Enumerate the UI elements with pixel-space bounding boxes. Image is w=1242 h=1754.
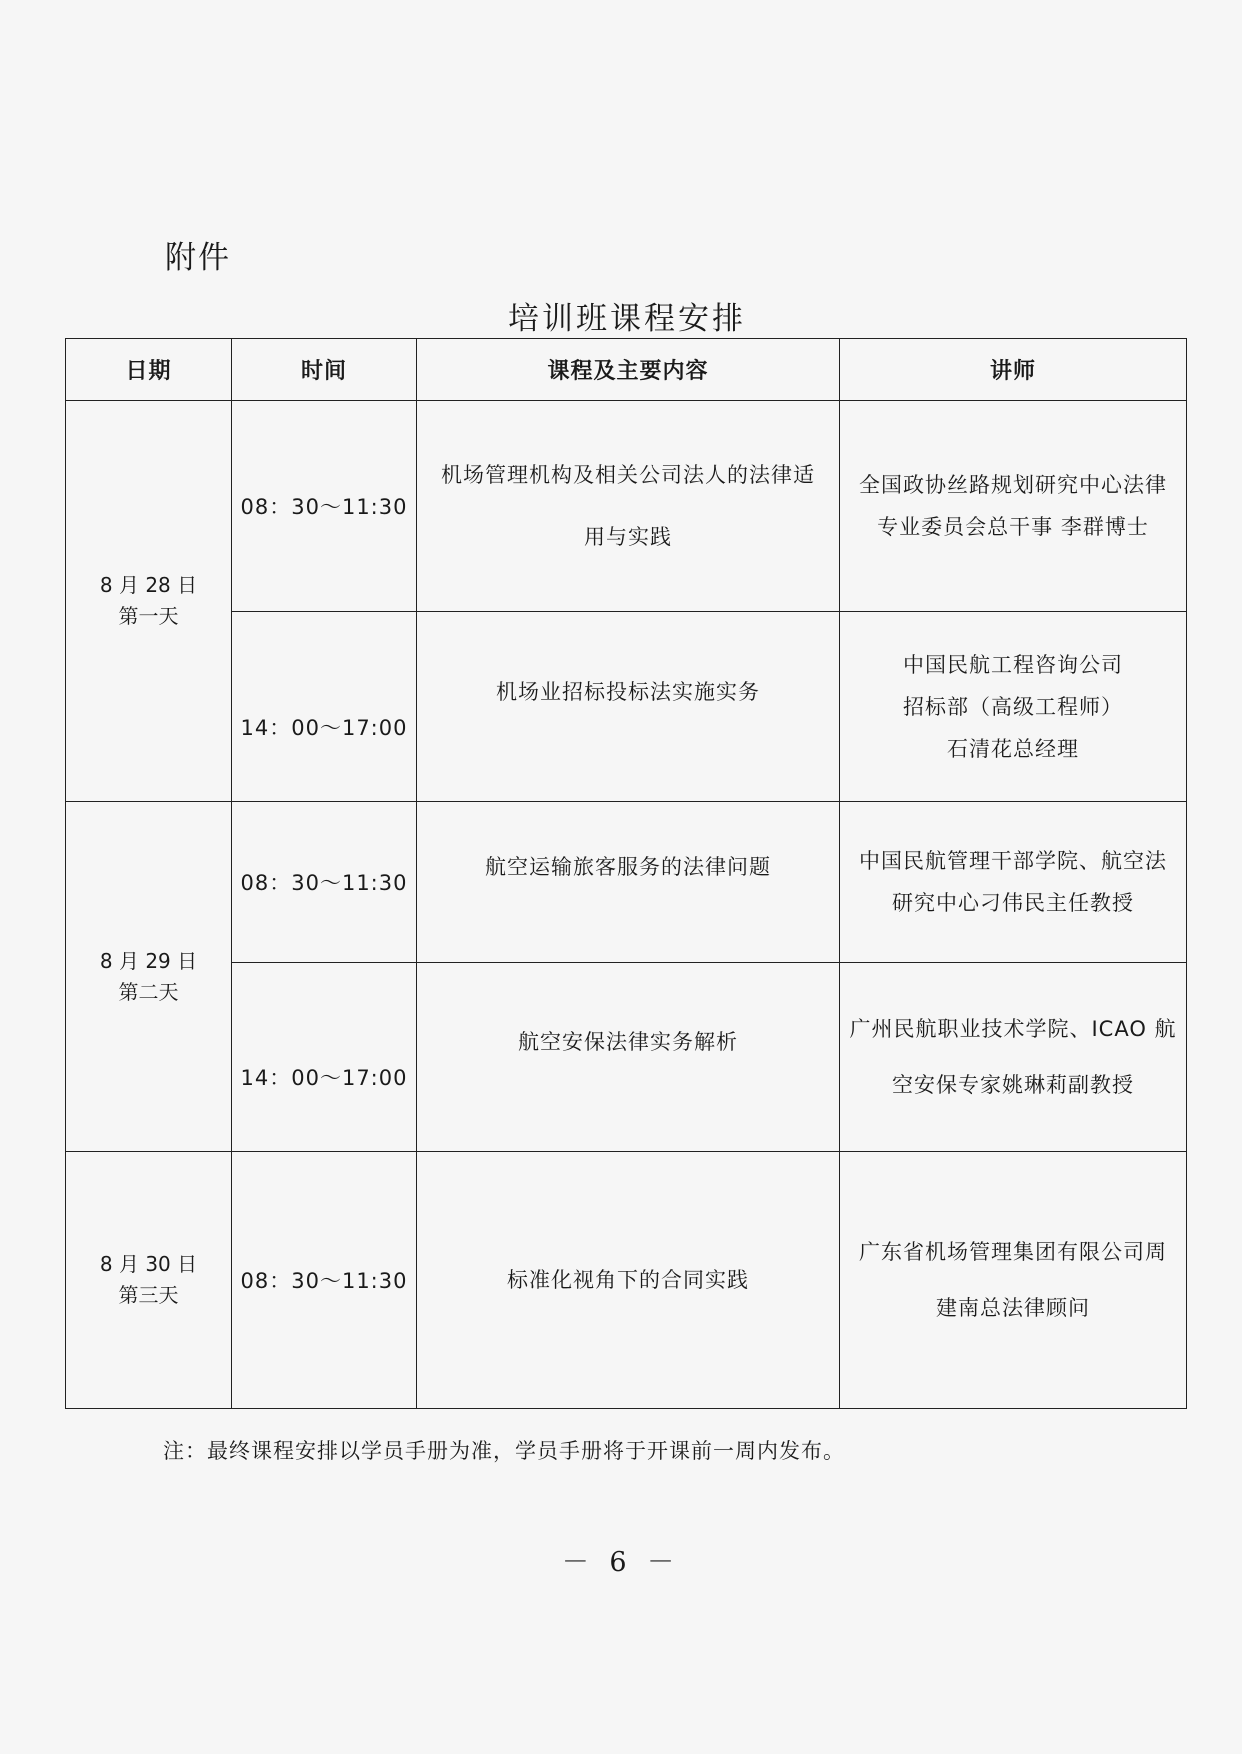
lecturer-line: 广东省机场管理集团有限公司周 [859, 1240, 1167, 1264]
lecturer-cell [840, 1152, 1187, 1409]
table-row [66, 612, 1187, 802]
lecturer-cell [840, 963, 1187, 1152]
table-row [66, 802, 1187, 963]
course-cell [417, 612, 840, 802]
time-cell: 08：30～11:30 [232, 802, 417, 963]
header-course: 课程及主要内容 [417, 339, 840, 401]
header-time: 时间 [232, 339, 417, 401]
time-cell: 08：30～11:30 [232, 1152, 417, 1409]
course-cell [417, 401, 840, 612]
lecturer-line: 中国民航工程咨询公司 [903, 652, 1123, 677]
course-cell [417, 963, 840, 1152]
header-date: 日期 [66, 339, 232, 401]
day-label: 第二天 [118, 979, 179, 1004]
course-cell [417, 802, 840, 963]
date-cell-day2 [66, 802, 232, 1152]
time-cell: 08：30～11:30 [232, 401, 417, 612]
footnote: 注：最终课程安排以学员手册为准，学员手册将于开课前一周内发布。 [163, 1439, 845, 1463]
course-line: 航空运输旅客服务的法律问题 [485, 855, 771, 879]
lecturer-line: 全国政协丝路规划研究中心法律 [859, 473, 1167, 497]
course-line: 机场业招标投标法实施实务 [496, 679, 760, 704]
date-cell-day3 [66, 1152, 232, 1409]
attachment-label: 附件 [165, 240, 231, 276]
lecturer-line: 石清花总经理 [947, 736, 1079, 761]
lecturer-cell [840, 612, 1187, 802]
day-label: 第三天 [118, 1283, 179, 1307]
lecturer-cell [840, 401, 1187, 612]
lecturer-line: 建南总法律顾问 [936, 1296, 1090, 1320]
date-text: 8 月 30 日 [99, 1252, 198, 1276]
lecturer-line: 专业委员会总干事 李群博士 [877, 515, 1149, 539]
course-line: 用与实践 [584, 525, 672, 549]
course-line: 标准化视角下的合同实践 [507, 1268, 749, 1292]
schedule-table [65, 338, 1187, 1409]
table-row [66, 963, 1187, 1152]
page-title: 培训班课程安排 [508, 301, 746, 337]
date-text: 8 月 29 日 [99, 948, 198, 973]
lecturer-line: 招标部（高级工程师） [903, 694, 1123, 719]
lecturer-line: 广州民航职业技术学院、ICAO 航 [849, 1017, 1177, 1041]
time-cell: 14：00～17:00 [232, 963, 417, 1152]
table-row [66, 1152, 1187, 1409]
course-line: 机场管理机构及相关公司法人的法律适 [441, 463, 815, 487]
table-row [66, 401, 1187, 612]
header-lecturer: 讲师 [840, 339, 1187, 401]
time-cell: 14：00～17:00 [232, 612, 417, 802]
date-cell-day1 [66, 401, 232, 802]
page-number: － 6 － [561, 1547, 681, 1578]
lecturer-line: 中国民航管理干部学院、航空法 [859, 849, 1167, 873]
course-cell [417, 1152, 840, 1409]
date-text: 8 月 28 日 [99, 573, 198, 597]
lecturer-line: 空安保专家姚琳莉副教授 [892, 1073, 1134, 1097]
lecturer-line: 研究中心刁伟民主任教授 [892, 891, 1134, 915]
course-line: 航空安保法律实务解析 [518, 1030, 738, 1054]
lecturer-cell [840, 802, 1187, 963]
table-header-row [66, 339, 1187, 401]
day-label: 第一天 [118, 604, 179, 628]
